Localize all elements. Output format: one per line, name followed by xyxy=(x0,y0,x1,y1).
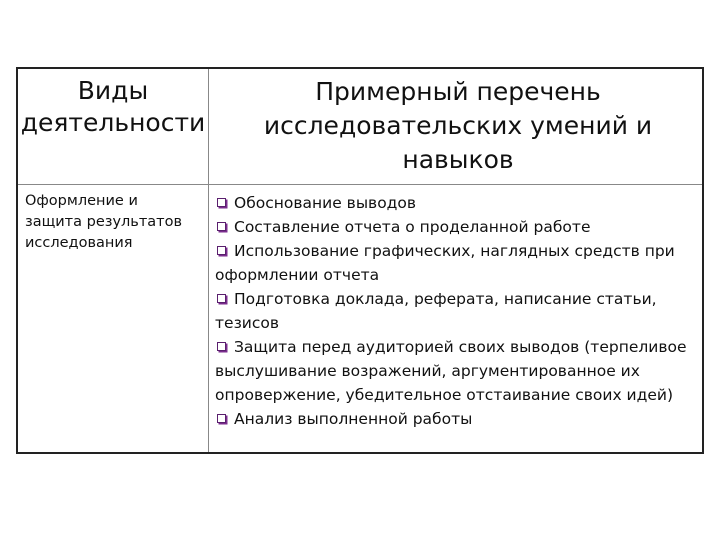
header-skills-line: Примерный перечень xyxy=(315,77,601,106)
skill-item xyxy=(215,287,695,335)
skill-text: Анализ выполненной работы xyxy=(234,410,473,428)
activity-line: защита результатов xyxy=(25,214,183,230)
skill-text: Защита перед аудиторией своих выводов (терпеливое выслушивание возражений, аргументированное их опровержение, убедительное отстаивание своих идей) xyxy=(215,338,687,404)
header-activity-line: деятельности xyxy=(20,108,206,137)
header-divider xyxy=(18,184,702,185)
checkbox-square-icon xyxy=(217,222,226,231)
skill-text: Подготовка доклада, реферата, написание статьи, тезисов xyxy=(215,290,657,332)
header-activity-types xyxy=(18,75,208,139)
skills-list xyxy=(215,191,695,431)
skill-item xyxy=(215,335,695,407)
checkbox-square-icon xyxy=(217,198,226,207)
activity-line: Оформление и xyxy=(25,193,138,209)
header-skills-line: навыков xyxy=(402,145,514,174)
header-activity-line: Виды xyxy=(77,76,149,105)
header-skills-line: исследовательских умений и xyxy=(263,111,653,140)
skill-item xyxy=(215,191,695,215)
skill-item xyxy=(215,239,695,287)
skill-item xyxy=(215,407,695,431)
skill-item xyxy=(215,215,695,239)
checkbox-square-icon xyxy=(217,414,226,423)
checkbox-square-icon xyxy=(217,246,226,255)
activity-cell xyxy=(25,191,205,254)
column-divider xyxy=(208,69,209,452)
checkbox-square-icon xyxy=(217,342,226,351)
skills-cell xyxy=(215,191,695,431)
skill-text: Использование графических, наглядных средств при оформлении отчета xyxy=(215,242,675,284)
activity-line: исследования xyxy=(25,235,133,251)
skills-table xyxy=(16,67,704,454)
skill-text: Составление отчета о проделанной работе xyxy=(234,218,591,236)
skill-text: Обоснование выводов xyxy=(234,194,417,212)
checkbox-square-icon xyxy=(217,294,226,303)
header-skills-list xyxy=(223,75,693,177)
